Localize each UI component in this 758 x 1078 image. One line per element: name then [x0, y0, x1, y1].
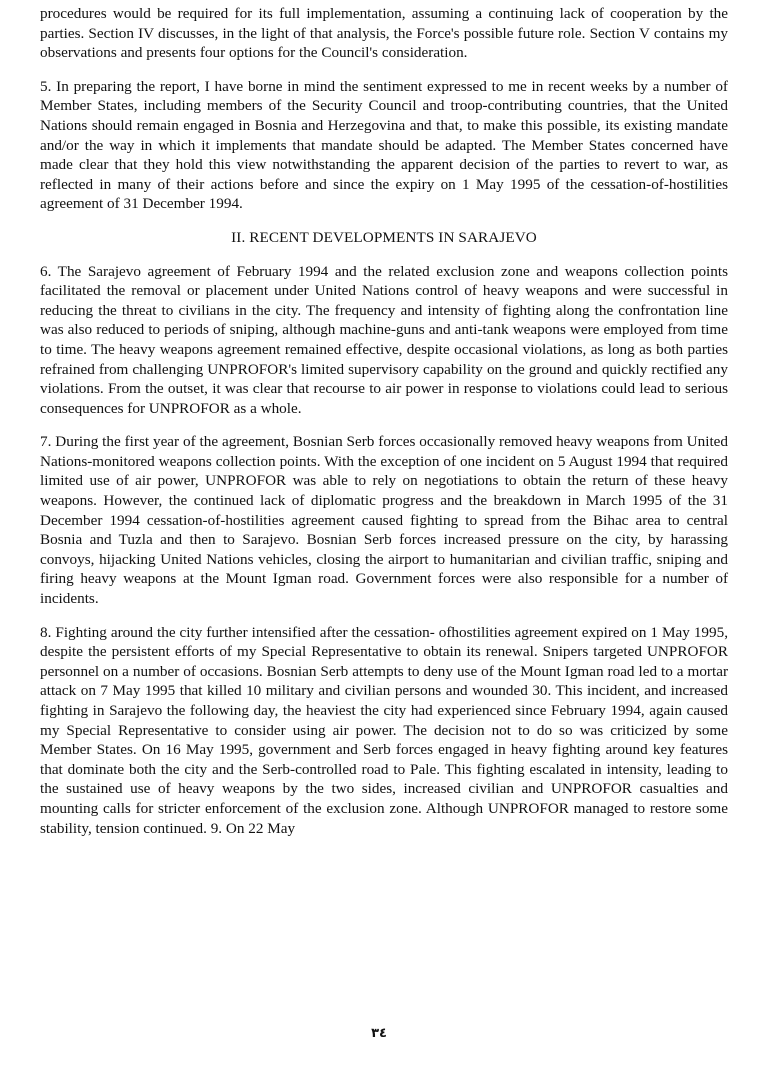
paragraph-6: 6. The Sarajevo agreement of February 1994 and the related exclusion zone and weapons collection points facilitated the removal or placement under United Nations control of heavy weapons and were successful in reducing the threat to civilians in the city. The frequency and intensity of fighting along the confrontation line was also reduced to periods of sniping, although machine-guns and anti-tank weapons were employed from time to time. The heavy weapons agreement remained effective, despite occasional violations, as long as both parties refrained from challenging UNPROFOR's limited supervisory capability on the ground and quickly rectified any violations. From the outset, it was clear that recourse to air power in response to violations could lead to serious consequences for UNPROFOR as a whole. — [40, 262, 728, 417]
document-page — [40, 4, 728, 838]
paragraph-8: 8. Fighting around the city further intensified after the cessation- ofhostilities agreement expired on 1 May 1995, despite the persistent efforts of my Special Representative to obtain its renewal. Snipers targeted UNPROFOR personnel on a number of occasions. Bosnian Serb attempts to deny use of the Mount Igman road led to a mortar attack on 7 May 1995 that killed 10 military and civilian persons and wounded 30. This incident, and increased fighting in Sarajevo the following day, the heaviest the city had experienced since February 1994, again caused my Special Representative to consider using air power. The decision not to do so was criticized by some Member States. On 16 May 1995, government and Serb forces engaged in heavy fighting around key features that dominate both the city and the Serb-controlled road to Pale. This fighting escalated in intensity, leading to the sustained use of heavy weapons by the two sides, increased civilian and UNPROFOR casualties and mounting calls for stricter enforcement of the exclusion zone. Although UNPROFOR managed to restore some stability, tension continued. 9. On 22 May — [40, 623, 728, 837]
paragraph-gap — [40, 418, 728, 432]
paragraph-gap — [40, 63, 728, 77]
paragraph-gap — [40, 248, 728, 262]
paragraph-gap — [40, 214, 728, 228]
paragraph-5: 5. In preparing the report, I have borne in mind the sentiment expressed to me in recent weeks by a number of Member States, including members of the Security Council and troop-contributing countries, that the United Nations should remain engaged in Bosnia and Herzegovina and that, to make this possible, its existing mandate and/or the way in which it implements that mandate should be adapted. The Member States concerned have made clear that they hold this view notwithstanding the apparent decision of the parties to revert to war, as reflected in many of their actions before and since the expiry on 1 May 1995 of the cessation-of-hostilities agreement of 31 December 1994. — [40, 77, 728, 213]
paragraph-gap — [40, 609, 728, 623]
paragraph-7: 7. During the first year of the agreement, Bosnian Serb forces occasionally removed heavy weapons from United Nations-monitored weapons collection points. With the exception of one incident on 5 August 1994 that required limited use of air power, UNPROFOR was able to rely on negotiations to obtain the return of these heavy weapons. However, the continued lack of diplomatic progress and the breakdown in March 1995 of the 31 December 1994 cessation-of-hostilities agreement caused fighting to spread from the Bihac area to central Bosnia and Tuzla and then to Sarajevo. Bosnian Serb forces increased pressure on the city, by harassing convoys, hijacking United Nations vehicles, closing the airport to humanitarian and civilian traffic, sniping and firing heavy weapons at the Mount Igman road. Government forces were also responsible for a number of incidents. — [40, 433, 728, 608]
paragraph-4-continued: procedures would be required for its full implementation, assuming a continuing lack of cooperation by the parties. Section IV discusses, in the light of that analysis, the Force's possible future role. Section V contains my observations and presents four options for the Council's consideration. — [40, 5, 728, 62]
section-heading: II. RECENT DEVELOPMENTS IN SARAJEVO — [231, 228, 537, 246]
page-number: ٣٤ — [371, 1026, 387, 1041]
